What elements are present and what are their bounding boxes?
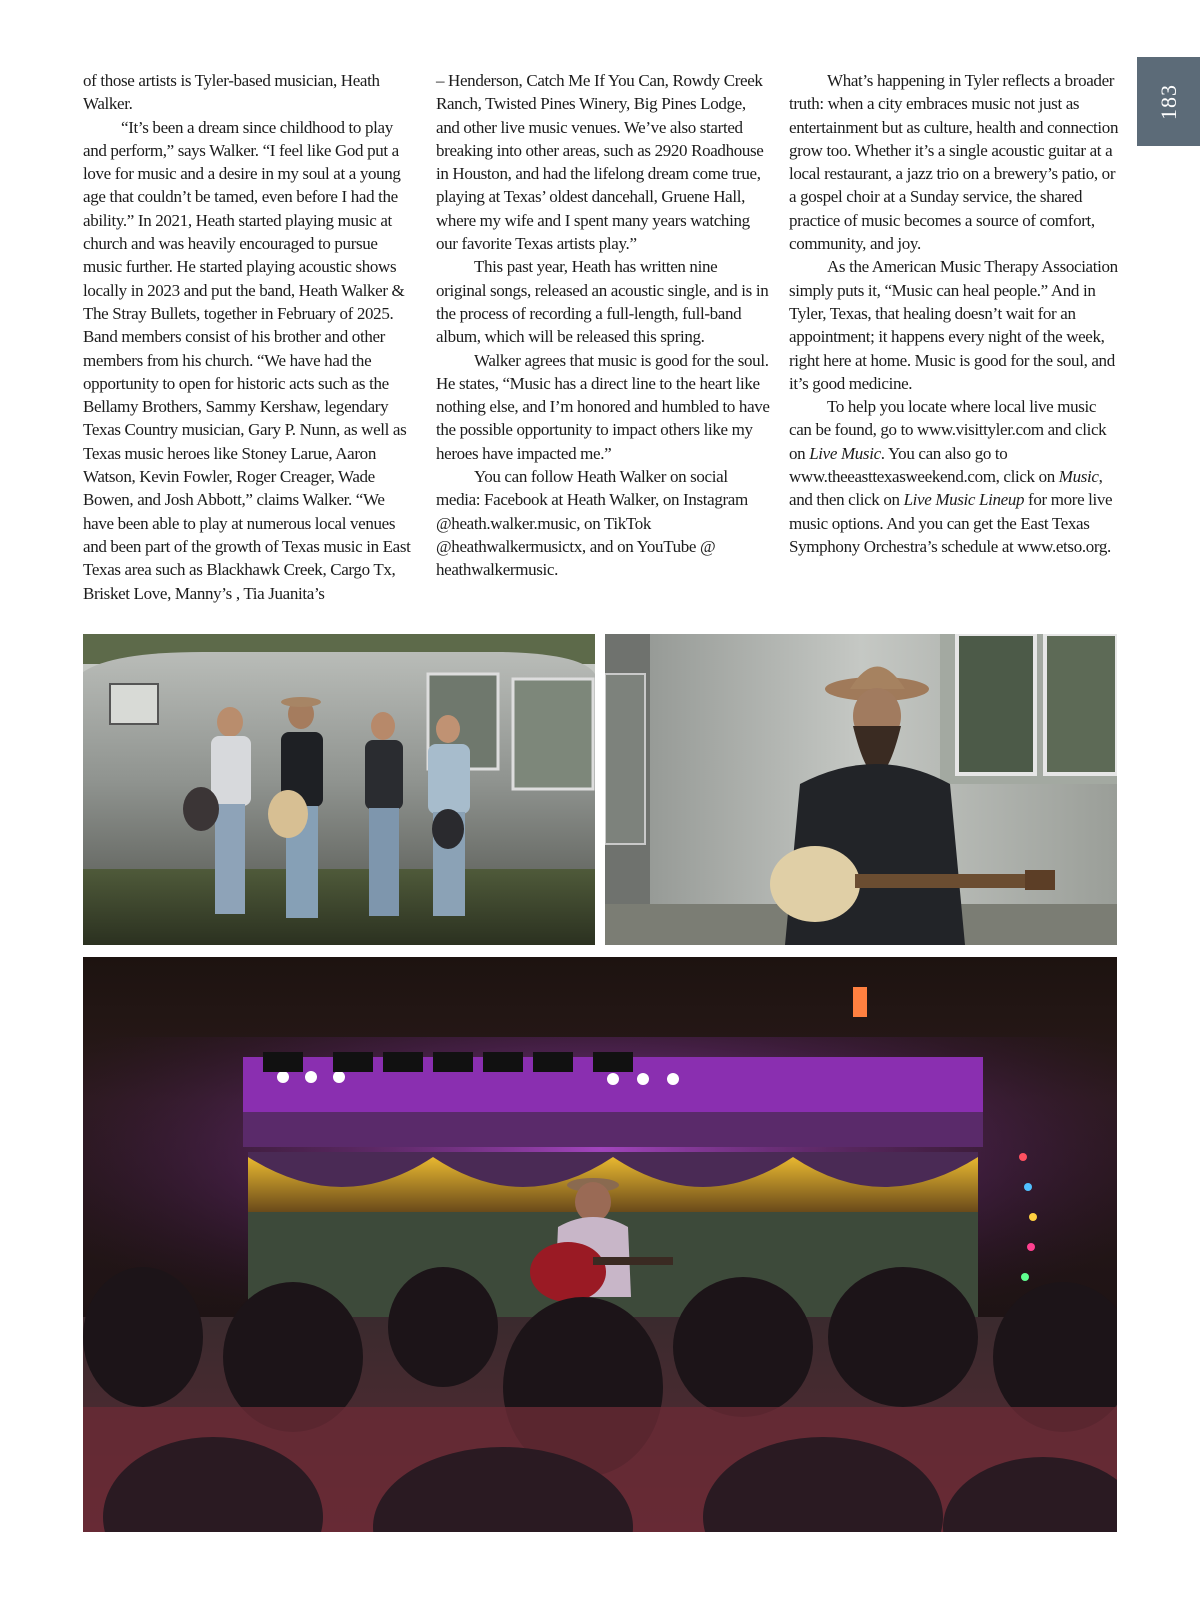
text-run: for more live music options. And you can get the East Texas Symphony Orchestra’s schedule at www.etso.org. (789, 490, 1113, 556)
paragraph: This past year, Heath has written nine original songs, released an acoustic single, and is in the process of recording a full-length, full-band album, which will be released this spring. (436, 257, 769, 347)
paragraph: As the American Music Therapy Association simply puts it, “Music can heal people.” And in Tyler, Texas, that healing doesn’t wait for an appointment; it happens every night of the week, right here at home. Music is good for the soul, and it’s good medicine. (789, 257, 1118, 393)
paragraph: “It’s been a dream since childhood to play and perform,” says Walker. “I feel like God put a love for music and a desire in my soul at a young age that couldn’t be tamed, even before I had the ability.” In 2021, Heath started playing music at church and was heavily encouraged to pursue music further. He started playing acoustic shows locally in 2023 and put the band, Heath Walker & The Stray Bullets, together in February of 2025. Band members consist of his brother and other members from his church. “We have had the opportunity to open for historic acts such as the Bellamy Brothers, Sammy Kershaw, legendary Texas Country musician, Gary P. Nunn, as well as Texas music heroes like Stoney Larue, Aaron Watson, Kevin Fowler, Roger Creager, Wade Bowen, and Josh Abbott,” claims Walker. “We have been able to play at numerous local venues and been part of the growth of Texas music in East Texas area such as Blackhawk Creek, Cargo Tx, Brisket Love, Manny’s , Tia Juanita’s (83, 117, 411, 603)
text-run: To help you locate where local live music can be found, go to www.visittyler.com and click on (789, 397, 1107, 463)
heath-walker-portrait-photo (605, 634, 1117, 945)
paragraph: of those artists is Tyler-based musician, Heath Walker. (83, 71, 380, 114)
article-column-2 (436, 69, 771, 582)
page-number (1137, 57, 1200, 146)
italic-live-music-lineup: Live Music Lineup (903, 490, 1025, 510)
article-column-3 (789, 69, 1119, 558)
paragraph: Walker agrees that music is good for the soul. He states, “Music has a direct line to the heart like nothing else, and I’m honored and humbled to have the possible opportunity to impact others like my heroes have impacted me.” (436, 350, 770, 463)
page-number-text: 183 (1155, 83, 1181, 120)
live-performance-stage-photo (83, 957, 1117, 1532)
text-run: , and then click on (789, 467, 1103, 510)
paragraph-resources (789, 395, 1119, 558)
text-run: . You can also go to www.theeasttexasweekend.com, click on (789, 443, 1059, 487)
paragraph: What’s happening in Tyler reflects a broader truth: when a city embraces music not just as entertainment but as culture, health and connection grow too. Whether it’s a single acoustic guitar at a local restaurant, a jazz trio on a brewery’s patio, or a gospel choir at a Sunday service, the shared practice of music becomes a source of comfort, community, and joy. (789, 71, 1119, 254)
band-outside-airstream-photo (83, 634, 595, 945)
article-column-1 (83, 69, 418, 605)
paragraph: – Henderson, Catch Me If You Can, Rowdy Creek Ranch, Twisted Pines Winery, Big Pines Lodge, and other live music venues. We’ve also started breaking into other areas, such as 2920 Roadhouse in Houston, and had the lifelong dream come true, playing at Texas’ oldest dancehall, Gruene Hall, where my wife and I spent many years watching our favorite Texas artists play.” (436, 71, 764, 254)
italic-live-music: Live Music (809, 443, 881, 463)
italic-music: Music (1058, 467, 1099, 487)
paragraph: You can follow Heath Walker on social media: Facebook at Heath Walker, on Instagram @heath.walker.music, on TikTok @heathwalkermusictx, and on YouTube @ heathwalkermusic. (436, 467, 748, 580)
